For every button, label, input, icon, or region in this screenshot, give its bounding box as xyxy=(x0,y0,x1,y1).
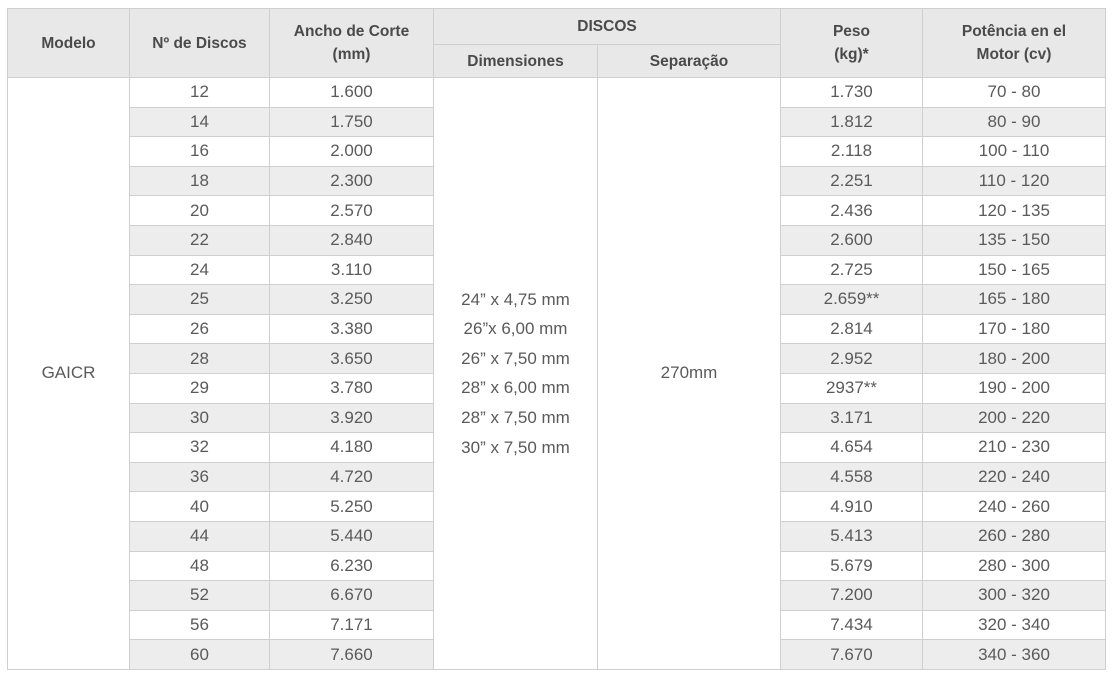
discs-cell: 32 xyxy=(130,433,270,463)
discs-cell: 48 xyxy=(130,551,270,581)
dimension-item: 26”x 6,00 mm xyxy=(463,319,568,339)
header-discs: Nº de Discos xyxy=(130,9,270,78)
discs-cell: 24 xyxy=(130,255,270,285)
cut-width-cell: 2.000 xyxy=(270,137,434,167)
cut-width-cell: 3.920 xyxy=(270,403,434,433)
table-row xyxy=(8,78,1106,108)
weight-cell: 4.558 xyxy=(781,462,923,492)
header-cut-width-line1: Ancho de Corte xyxy=(293,23,410,40)
header-cut-width-line2: (mm) xyxy=(332,46,371,63)
power-cell: 170 - 180 xyxy=(923,314,1106,344)
dimension-item: 24” x 4,75 mm xyxy=(461,289,570,309)
weight-cell: 2937** xyxy=(781,373,923,403)
power-cell: 180 - 200 xyxy=(923,344,1106,374)
weight-cell: 2.659** xyxy=(781,285,923,315)
header-power xyxy=(923,9,1106,78)
header-weight xyxy=(781,9,923,78)
cut-width-cell: 7.660 xyxy=(270,640,434,670)
cut-width-cell: 3.780 xyxy=(270,373,434,403)
weight-cell: 2.952 xyxy=(781,344,923,374)
discs-cell: 29 xyxy=(130,373,270,403)
discs-cell: 44 xyxy=(130,521,270,551)
header-discos-group: DISCOS xyxy=(434,9,781,45)
weight-cell: 2.814 xyxy=(781,314,923,344)
weight-cell: 5.413 xyxy=(781,521,923,551)
discs-cell: 56 xyxy=(130,610,270,640)
weight-cell: 1.812 xyxy=(781,107,923,137)
dimension-item: 28” x 7,50 mm xyxy=(461,408,570,428)
cut-width-cell: 3.110 xyxy=(270,255,434,285)
power-cell: 80 - 90 xyxy=(923,107,1106,137)
weight-cell: 7.434 xyxy=(781,610,923,640)
discs-cell: 12 xyxy=(130,78,270,108)
weight-cell: 4.654 xyxy=(781,433,923,463)
weight-cell: 7.200 xyxy=(781,581,923,611)
cut-width-cell: 6.230 xyxy=(270,551,434,581)
table-header xyxy=(8,9,1106,78)
cut-width-cell: 5.250 xyxy=(270,492,434,522)
header-model: Modelo xyxy=(8,9,130,78)
table-body xyxy=(8,78,1106,670)
cut-width-cell: 7.171 xyxy=(270,610,434,640)
cut-width-cell: 2.300 xyxy=(270,166,434,196)
discs-cell: 40 xyxy=(130,492,270,522)
discs-cell: 30 xyxy=(130,403,270,433)
discs-cell: 26 xyxy=(130,314,270,344)
weight-cell: 4.910 xyxy=(781,492,923,522)
power-cell: 220 - 240 xyxy=(923,462,1106,492)
weight-cell: 2.118 xyxy=(781,137,923,167)
discs-cell: 18 xyxy=(130,166,270,196)
header-cut-width xyxy=(270,9,434,78)
discs-cell: 52 xyxy=(130,581,270,611)
discs-cell: 25 xyxy=(130,285,270,315)
power-cell: 320 - 340 xyxy=(923,610,1106,640)
model-cell: GAICR xyxy=(8,78,130,670)
weight-cell: 3.171 xyxy=(781,403,923,433)
cut-width-cell: 1.750 xyxy=(270,107,434,137)
spec-table xyxy=(7,8,1106,670)
header-power-line2: Motor (cv) xyxy=(976,46,1052,63)
power-cell: 240 - 260 xyxy=(923,492,1106,522)
power-cell: 200 - 220 xyxy=(923,403,1106,433)
cut-width-cell: 2.840 xyxy=(270,225,434,255)
weight-cell: 1.730 xyxy=(781,78,923,108)
power-cell: 190 - 200 xyxy=(923,373,1106,403)
power-cell: 300 - 320 xyxy=(923,581,1106,611)
power-cell: 110 - 120 xyxy=(923,166,1106,196)
power-cell: 280 - 300 xyxy=(923,551,1106,581)
power-cell: 70 - 80 xyxy=(923,78,1106,108)
power-cell: 120 - 135 xyxy=(923,196,1106,226)
dimension-item: 28” x 6,00 mm xyxy=(461,378,570,398)
power-cell: 165 - 180 xyxy=(923,285,1106,315)
discs-cell: 20 xyxy=(130,196,270,226)
power-cell: 150 - 165 xyxy=(923,255,1106,285)
power-cell: 340 - 360 xyxy=(923,640,1106,670)
cut-width-cell: 5.440 xyxy=(270,521,434,551)
cut-width-cell: 1.600 xyxy=(270,78,434,108)
cut-width-cell: 3.650 xyxy=(270,344,434,374)
dimension-item: 26” x 7,50 mm xyxy=(461,348,570,368)
power-cell: 135 - 150 xyxy=(923,225,1106,255)
discs-cell: 60 xyxy=(130,640,270,670)
cut-width-cell: 6.670 xyxy=(270,581,434,611)
discs-cell: 14 xyxy=(130,107,270,137)
header-dimensions: Dimensiones xyxy=(434,45,598,78)
cut-width-cell: 4.720 xyxy=(270,462,434,492)
separation-cell: 270mm xyxy=(598,78,781,670)
header-separation: Separação xyxy=(598,45,781,78)
discs-cell: 36 xyxy=(130,462,270,492)
dimension-item: 30” x 7,50 mm xyxy=(461,437,570,457)
weight-cell: 2.436 xyxy=(781,196,923,226)
cut-width-cell: 3.250 xyxy=(270,285,434,315)
weight-cell: 2.725 xyxy=(781,255,923,285)
weight-cell: 2.600 xyxy=(781,225,923,255)
spec-table-container xyxy=(7,8,1106,670)
discs-cell: 22 xyxy=(130,225,270,255)
discs-cell: 16 xyxy=(130,137,270,167)
weight-cell: 7.670 xyxy=(781,640,923,670)
header-weight-line1: Peso xyxy=(832,23,871,40)
header-power-line1: Potência en el xyxy=(961,23,1067,40)
cut-width-cell: 4.180 xyxy=(270,433,434,463)
weight-cell: 2.251 xyxy=(781,166,923,196)
dimensions-cell xyxy=(434,78,598,670)
weight-cell: 5.679 xyxy=(781,551,923,581)
cut-width-cell: 3.380 xyxy=(270,314,434,344)
cut-width-cell: 2.570 xyxy=(270,196,434,226)
discs-cell: 28 xyxy=(130,344,270,374)
power-cell: 100 - 110 xyxy=(923,137,1106,167)
power-cell: 260 - 280 xyxy=(923,521,1106,551)
power-cell: 210 - 230 xyxy=(923,433,1106,463)
header-weight-line2: (kg)* xyxy=(834,46,869,63)
